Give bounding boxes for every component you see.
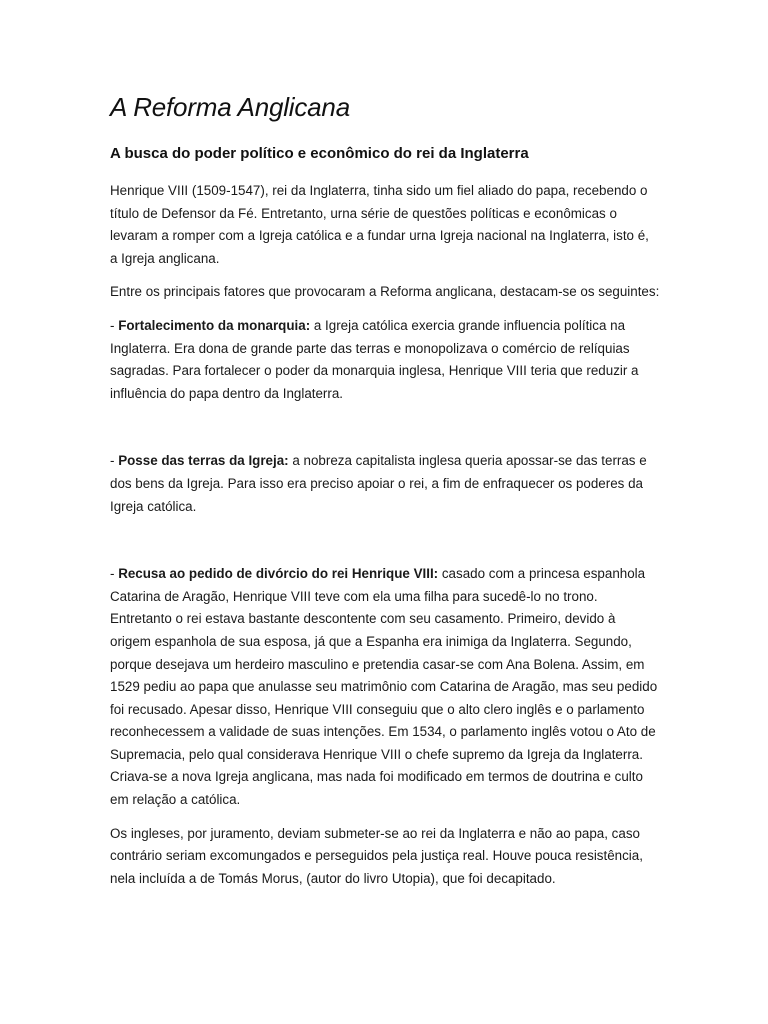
intro-paragraph: Henrique VIII (1509-1547), rei da Inglaterra, tinha sido um fiel aliado do papa, recebendo o título de Defensor da Fé. Entretanto, urna série de questões políticas e econômicas o levaram a romper com a Igreja católica e a fundar urna Igreja nacional na Inglaterra, isto é, a Igreja anglicana.: [110, 183, 649, 266]
factor-heading: Recusa ao pedido de divórcio do rei Henrique VIII:: [118, 566, 439, 582]
document-page: [110, 92, 660, 901]
factor-prefix: -: [110, 566, 119, 582]
factor-church-lands-paragraph: [110, 450, 660, 518]
document-subtitle: A busca do poder político e econômico do rei da Inglaterra: [110, 145, 529, 162]
factor-monarchy-paragraph: [110, 315, 660, 405]
paragraph-spacer: [110, 529, 660, 563]
document-title: A Reforma Anglicana: [110, 92, 350, 122]
factor-heading: Fortalecimento da monarquia:: [118, 317, 311, 333]
factor-text: a Igreja católica exercia grande influencia política na Inglaterra. Era dona de grande parte das terras e monopolizava o comércio de relíquias sagradas. Para fortalecer o poder da monarquia inglesa, Henrique VIII teria que reduzir a influência do papa dentro da Inglaterra.: [110, 317, 639, 401]
closing-paragraph: Os ingleses, por juramento, deviam submeter-se ao rei da Inglaterra e não ao papa, caso contrário seriam excomungados e perseguidos pela justiça real. Houve pouca resistência, nela incluída a de Tomás Morus, (autor do livro Utopia), que foi decapitado.: [110, 825, 643, 886]
factor-prefix: -: [110, 317, 119, 333]
factor-divorce-paragraph: [110, 563, 660, 812]
factor-text: a nobreza capitalista inglesa queria apossar-se das terras e dos bens da Igreja. Para isso era preciso apoiar o rei, a fim de enfraquecer os poderes da Igreja católica.: [110, 453, 647, 514]
factor-text: casado com a princesa espanhola Catarina de Aragão, Henrique VIII teve com ela uma filha para sucedê-lo no trono. Entretanto o rei estava bastante descontente com seu casamento. Primeiro, devido à origem espanhola de sua esposa, já que a Espanha era inimiga da Inglaterra. Segundo, porque desejava um herdeiro masculino e pretendia casar-se com Ana Bolena. Assim, em 1529 pediu ao papa que anulasse seu matrimônio com Catarina de Aragão, mas seu pedido foi recusado. Apesar disso, Henrique VIII conseguiu que o alto clero inglês e o parlamento reconhecessem a validade de suas intenções. Em 1534, o parlamento inglês votou o Ato de Supremacia, pelo qual considerava Henrique VIII o chefe supremo da Igreja da Inglaterra. Criava-se a nova Igreja anglicana, mas nada foi modificado em termos de doutrina e culto em relação a católica.: [110, 566, 658, 808]
factors-intro-paragraph: Entre os principais fatores que provocaram a Reforma anglicana, destacam-se os seguintes:: [110, 284, 660, 300]
factor-heading: Posse das terras da Igreja:: [118, 453, 289, 469]
factor-prefix: -: [110, 453, 119, 469]
paragraph-spacer: [110, 416, 660, 450]
